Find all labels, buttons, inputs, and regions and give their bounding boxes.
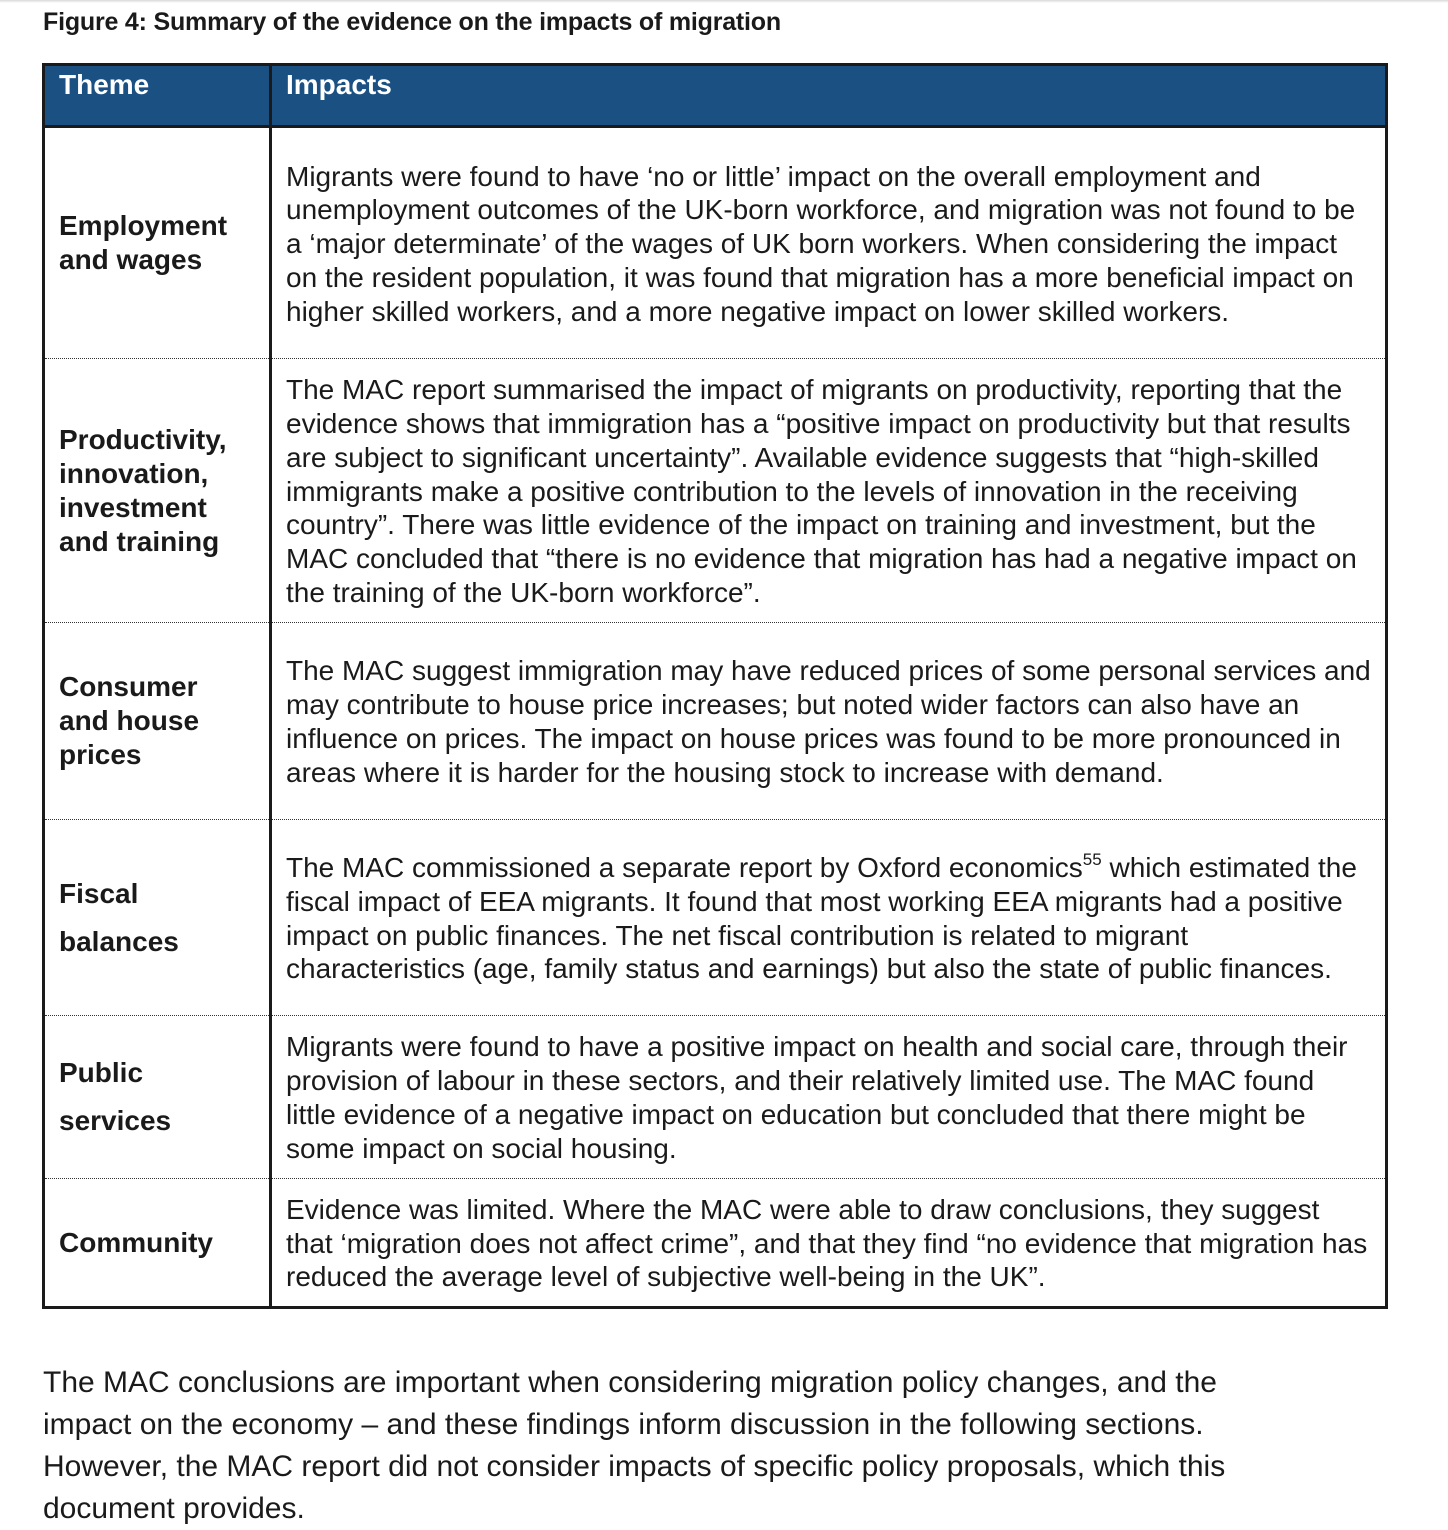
figure-title: Figure 4: Summary of the evidence on the impacts of migration: [43, 8, 781, 36]
header-theme: Theme: [44, 65, 271, 127]
table-row: [44, 623, 1387, 820]
theme-cell: Public services: [44, 1016, 271, 1179]
theme-cell: Employment and wages: [44, 127, 271, 359]
theme-cell: Productivity, innovation, investment and training: [44, 359, 271, 623]
impact-cell: [271, 820, 1387, 1016]
impact-cell: The MAC report summarised the impact of migrants on productivity, reporting that the evidence shows that immigration has a “positive impact on productivity but that results are subject to significant uncertainty”. Available evidence suggests that “high-skilled immigrants make a positive contribution to the levels of innovation in the receiving country”. There was little evidence of the impact on training and investment, but the MAC concluded that “there is no evidence that migration has had a negative impact on the training of the UK-born workforce”.: [271, 359, 1387, 623]
theme-cell: Fiscal balances: [44, 820, 271, 1016]
header-impacts: Impacts: [271, 65, 1387, 127]
impact-text: which estimated the fiscal impact of EEA migrants. It found that most working EEA migrants had a positive impact on public finances. The net fiscal contribution is related to migrant characteristics (age, family status and earnings) but also the state of public finances.: [286, 851, 1357, 985]
impact-cell: Migrants were found to have a positive impact on health and social care, through their provision of labour in these sectors, and their relatively limited use. The MAC found little evidence of a negative impact on education but concluded that there might be some impact on social housing.: [271, 1016, 1387, 1179]
page-top-edge: [0, 0, 1448, 3]
table-row: [44, 127, 1387, 359]
table-header-row: [44, 65, 1387, 127]
body-paragraph: The MAC conclusions are important when considering migration policy changes, and the impact on the economy – and these findings inform discussion in the following sections. However, the MAC report did not consider impacts of specific policy proposals, which this document provides.: [43, 1366, 1226, 1525]
table-row: [44, 1016, 1387, 1179]
table-row: [44, 359, 1387, 623]
footnote-reference[interactable]: 55: [1082, 849, 1102, 869]
theme-cell: Consumer and house prices: [44, 623, 271, 820]
impact-cell: Evidence was limited. Where the MAC were able to draw conclusions, they suggest that ‘migration does not affect crime”, and that they find “no evidence that migration has reduced the average level of subjective well-being in the UK”.: [271, 1179, 1387, 1308]
impact-text: The MAC commissioned a separate report by Oxford economics: [286, 851, 1083, 883]
impacts-summary-table: [42, 63, 1388, 1309]
table-row: [44, 1179, 1387, 1308]
theme-cell: Community: [44, 1179, 271, 1308]
impact-cell: Migrants were found to have ‘no or little’ impact on the overall employment and unemployment outcomes of the UK-born workforce, and migration was not found to be a ‘major determinate’ of the wages of UK born workers. When considering the impact on the resident population, it was found that migration has a more beneficial impact on higher skilled workers, and a more negative impact on lower skilled workers.: [271, 127, 1387, 359]
table-row: [44, 820, 1387, 1016]
impact-cell: The MAC suggest immigration may have reduced prices of some personal services and may contribute to house price increases; but noted wider factors can also have an influence on prices. The impact on house prices was found to be more pronounced in areas where it is harder for the housing stock to increase with demand.: [271, 623, 1387, 820]
